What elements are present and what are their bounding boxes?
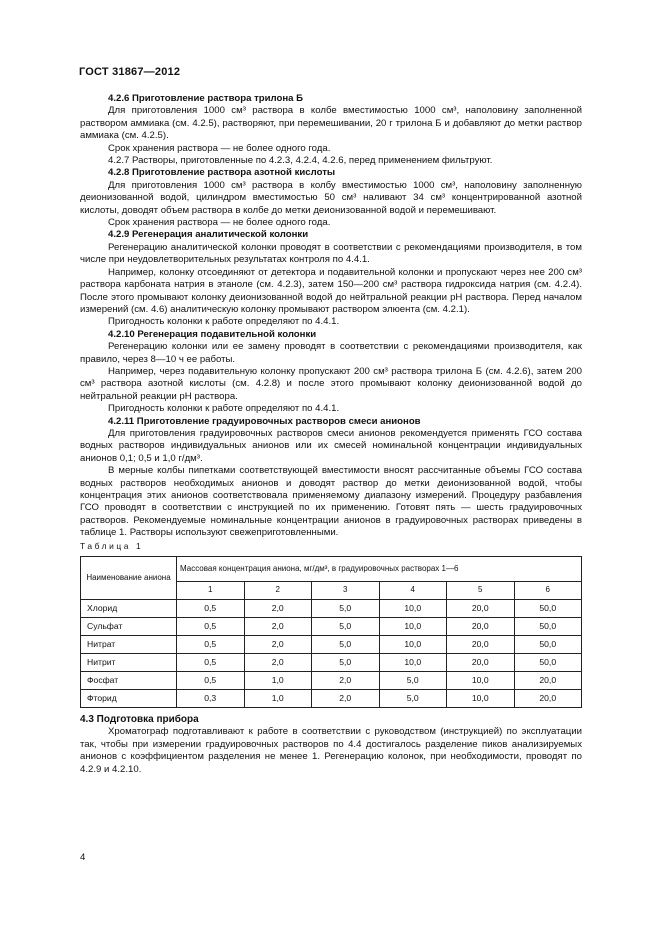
section-heading-4-3: 4.3 Подготовка прибора	[80, 714, 199, 726]
section-heading-4-2-10: 4.2.10 Регенерация подавительной колонки	[108, 328, 317, 340]
concentration-cell: 0,5	[177, 600, 245, 618]
table-header-row	[81, 557, 582, 582]
concentration-cell: 5,0	[312, 654, 380, 672]
column-number: 1	[177, 582, 245, 600]
table-row	[81, 618, 582, 636]
concentration-cell: 10,0	[379, 600, 447, 618]
paragraph: Например, через подавительную колонку пропускают 200 см³ раствора трилона Б (см. 4.2.6), затем 200 см³ раствора азотной кислоты (см. 4.2.8) и после этого промывают колонку деионизованной водой до нейтральной реакции pH раствора.	[80, 365, 582, 402]
paragraph: Пригодность колонки к работе определяют по 4.4.1.	[108, 316, 340, 328]
paragraph: Для приготовления 1000 см³ раствора в колбе вместимостью 1000 см³, наполовину заполненной раствором аммиака (см. 4.2.5), растворяют, при перемешивании, 20 г трилона Б и добавляют до метки раствор аммиака (см. 4.2.5).	[80, 105, 582, 142]
concentration-cell: 10,0	[379, 618, 447, 636]
concentration-cell: 50,0	[514, 636, 582, 654]
anion-name-header: Наименование аниона	[81, 557, 177, 600]
table-row	[81, 600, 582, 618]
concentration-cell: 10,0	[447, 672, 515, 690]
column-number: 2	[244, 582, 312, 600]
column-number: 4	[379, 582, 447, 600]
paragraph: Срок хранения раствора — не более одного года.	[108, 142, 331, 154]
concentration-cell: 20,0	[447, 654, 515, 672]
paragraph: Регенерацию аналитической колонки проводят в соответствии с рекомендациями производителя, в том числе при неудовлетворительных результатах контроля по 4.4.1.	[80, 241, 582, 266]
concentration-cell: 10,0	[447, 690, 515, 708]
table-row	[81, 636, 582, 654]
concentration-cell: 0,5	[177, 636, 245, 654]
concentration-cell: 0,5	[177, 672, 245, 690]
section-heading-4-2-6: 4.2.6 Приготовление раствора трилона Б	[108, 93, 304, 104]
column-number: 6	[514, 582, 582, 600]
concentration-cell: 0,5	[177, 654, 245, 672]
paragraph: Пригодность колонки к работе определяют по 4.4.1.	[108, 403, 340, 415]
anion-name-cell: Фосфат	[81, 672, 177, 690]
anion-name-cell: Нитрат	[81, 636, 177, 654]
concentration-cell: 50,0	[514, 600, 582, 618]
concentration-cell: 20,0	[447, 600, 515, 618]
paragraph: Регенерацию колонки или ее замену проводят в соответствии с рекомендациями производителя, как правило, через 8—10 ч ее работы.	[80, 341, 582, 365]
concentration-cell: 5,0	[312, 600, 380, 618]
table-body	[81, 600, 582, 708]
section-heading-4-2-8: 4.2.8 Приготовление раствора азотной кислоты	[108, 167, 336, 179]
concentration-cell: 2,0	[244, 654, 312, 672]
concentration-cell: 20,0	[514, 690, 582, 708]
concentration-cell: 2,0	[244, 636, 312, 654]
column-number: 5	[447, 582, 515, 600]
concentration-cell: 2,0	[312, 690, 380, 708]
table-row	[81, 690, 582, 708]
document-header: ГОСТ 31867—2012	[79, 66, 181, 78]
table-row	[81, 672, 582, 690]
concentration-cell: 10,0	[379, 654, 447, 672]
concentration-cell: 2,0	[244, 600, 312, 618]
section-heading-4-2-9: 4.2.9 Регенерация аналитической колонки	[108, 229, 309, 241]
concentration-cell: 20,0	[514, 672, 582, 690]
concentration-cell: 20,0	[447, 636, 515, 654]
concentration-cell: 5,0	[379, 690, 447, 708]
concentration-cell: 50,0	[514, 618, 582, 636]
concentration-cell: 5,0	[312, 618, 380, 636]
column-number: 3	[312, 582, 380, 600]
document-body	[80, 93, 582, 776]
concentration-cell: 1,0	[244, 672, 312, 690]
paragraph: 4.2.7 Растворы, приготовленные по 4.2.3, 4.2.4, 4.2.6, перед применением фильтруют.	[108, 155, 493, 167]
paragraph: Хроматограф подготавливают к работе в соответствии с руководством (инструкцией) по эксплуатации так, чтобы при измерении градуировочных растворов по 4.4 достигалось разделение пиков анализируемых анионов с коэффициентом разделения не менее 1. Регенерацию колонок, при необходимости, проводят по 4.2.9 и 4.2.10.	[80, 726, 582, 775]
concentration-cell: 20,0	[447, 618, 515, 636]
concentration-cell: 1,0	[244, 690, 312, 708]
table-row	[81, 654, 582, 672]
anion-name-cell: Хлорид	[81, 600, 177, 618]
concentration-group-header: Массовая концентрация аниона, мг/дм³, в градуировочных растворах 1—6	[177, 557, 582, 582]
anion-name-cell: Нитрит	[81, 654, 177, 672]
paragraph: Срок хранения раствора — не более одного года.	[108, 217, 331, 229]
concentration-cell: 5,0	[379, 672, 447, 690]
concentration-cell: 50,0	[514, 654, 582, 672]
table-caption: Таблица 1	[80, 540, 144, 551]
paragraph: В мерные колбы пипетками соответствующей вместимости вносят рассчитанные объемы ГСО состава водных растворов необходимых анионов и доводят раствор до метки деионизованной водой, чтобы концентрация этих анионов соответствовала применяемому диапазону измерений. Процедуру разбавления ГСО проводят в соответствии с инструкцией по их применению. Готовят пять — шесть градуировочных растворов. Рекомендуемые номинальные концентрации анионов в градуировочных растворах приведены в таблице 1. Растворы используют свежеприготовленными.	[80, 465, 582, 539]
paragraph: Например, колонку отсоединяют от детектора и подавительной колонки и пропускают через нее 200 см³ раствора карбоната натрия в этаноле (см. 4.2.3), затем 150—200 см³ раствора гидроксида натрия (см. 4.2.4). После этого промывают колонку деионизованной водой до нейтральной реакции pH раствора. Перед началом измерений (см. 4.6) аналитическую колонку промывают раствором элюента (см. 4.2.1).	[80, 266, 582, 315]
concentration-table	[80, 556, 582, 708]
concentration-cell: 2,0	[244, 618, 312, 636]
paragraph: Для приготовления градуировочных растворов смеси анионов рекомендуется применять ГСО состава водных растворов индивидуальных анионов или их смесей номинальной концентрации индивидуальных анионов 0,1; 0,5 и 1,0 г/дм³.	[80, 427, 582, 464]
section-heading-4-2-11: 4.2.11 Приготовление градуировочных растворов смеси анионов	[108, 415, 421, 427]
anion-name-cell: Фторид	[81, 690, 177, 708]
anion-name-cell: Сульфат	[81, 618, 177, 636]
concentration-cell: 2,0	[312, 672, 380, 690]
concentration-cell: 10,0	[379, 636, 447, 654]
concentration-cell: 0,5	[177, 618, 245, 636]
concentration-cell: 5,0	[312, 636, 380, 654]
paragraph: Для приготовления 1000 см³ раствора в колбу вместимостью 1000 см³, наполовину заполненную деионизованной водой, цилиндром вместимостью 50 см³ наливают 34 см³ концентрированной азотной кислоты, доводят объем раствора в колбе до метки деионизованной водой и перемешивают.	[80, 179, 582, 216]
concentration-cell: 0,3	[177, 690, 245, 708]
page-number: 4	[80, 852, 86, 863]
